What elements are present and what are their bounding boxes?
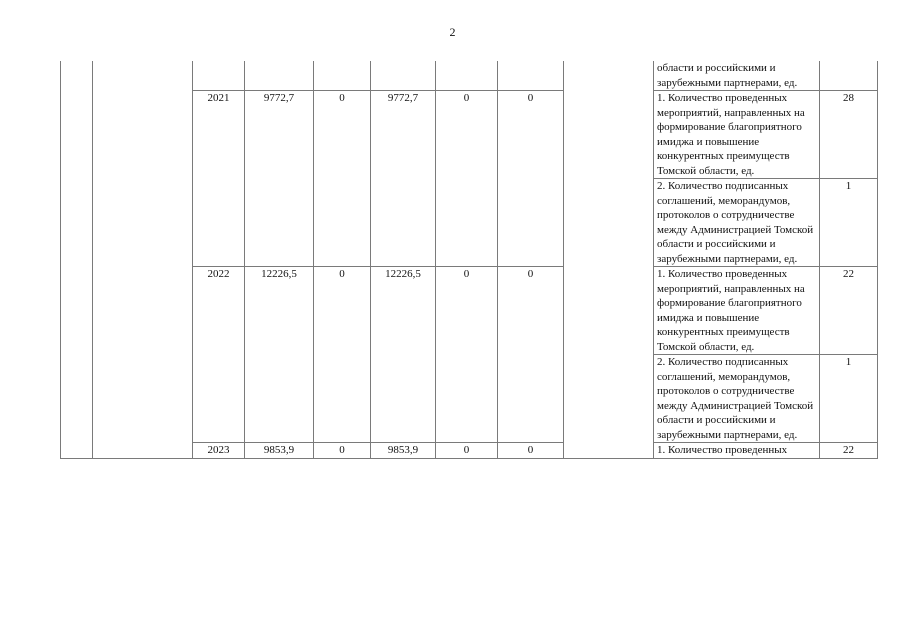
total-cell: 9853,9 [245,443,314,459]
cell-regional-empty [371,61,436,91]
indicator-value: 28 [820,91,878,179]
table-row-continuation [61,61,878,91]
federal-cell: 0 [314,267,371,443]
local-cell: 0 [436,267,498,443]
cell-name-empty [93,61,193,458]
cell-federal-empty [314,61,371,91]
local-cell: 0 [436,443,498,459]
regional-cell: 9772,7 [371,91,436,267]
indicator-text: 2. Количество подписанных соглашений, меморандумов, протоколов о сотрудничестве между Администрацией Томской области и российскими и зарубежными партнерами, ед. [654,179,820,267]
program-table [60,61,878,459]
indicator-value: 1 [820,179,878,267]
indicator-value: 22 [820,443,878,459]
indicator-value: 1 [820,355,878,443]
other-cell: 0 [498,267,564,443]
cell-local-empty [436,61,498,91]
year-cell: 2022 [193,267,245,443]
local-cell: 0 [436,91,498,267]
indicator-text: 1. Количество проведенных мероприятий, направленных на формирование благоприятного имиджа и повышение конкурентных преимуществ Томской области, ед. [654,267,820,355]
other-cell: 0 [498,91,564,267]
indicator-value [820,61,878,91]
year-cell: 2021 [193,91,245,267]
cell-other-empty [498,61,564,91]
indicator-text: 1. Количество проведенных мероприятий, направленных на формирование благоприятного имиджа и повышение конкурентных преимуществ Томской области, ед. [654,91,820,179]
indicator-value: 22 [820,267,878,355]
page-number: 2 [449,25,456,39]
regional-cell: 9853,9 [371,443,436,459]
cell-total-empty [245,61,314,91]
year-cell: 2023 [193,443,245,459]
regional-cell: 12226,5 [371,267,436,443]
total-cell: 9772,7 [245,91,314,267]
total-cell: 12226,5 [245,267,314,443]
cell-number-empty [61,61,93,458]
indicator-text: 2. Количество подписанных соглашений, меморандумов, протоколов о сотрудничестве между Администрацией Томской области и российскими и зарубежными партнерами, ед. [654,355,820,443]
other-cell: 0 [498,443,564,459]
indicator-text: 1. Количество проведенных [654,443,820,459]
cell-year-empty [193,61,245,91]
indicator-text: области и российскими и зарубежными партнерами, ед. [654,61,820,91]
federal-cell: 0 [314,91,371,267]
federal-cell: 0 [314,443,371,459]
cell-executor-empty [564,61,654,458]
